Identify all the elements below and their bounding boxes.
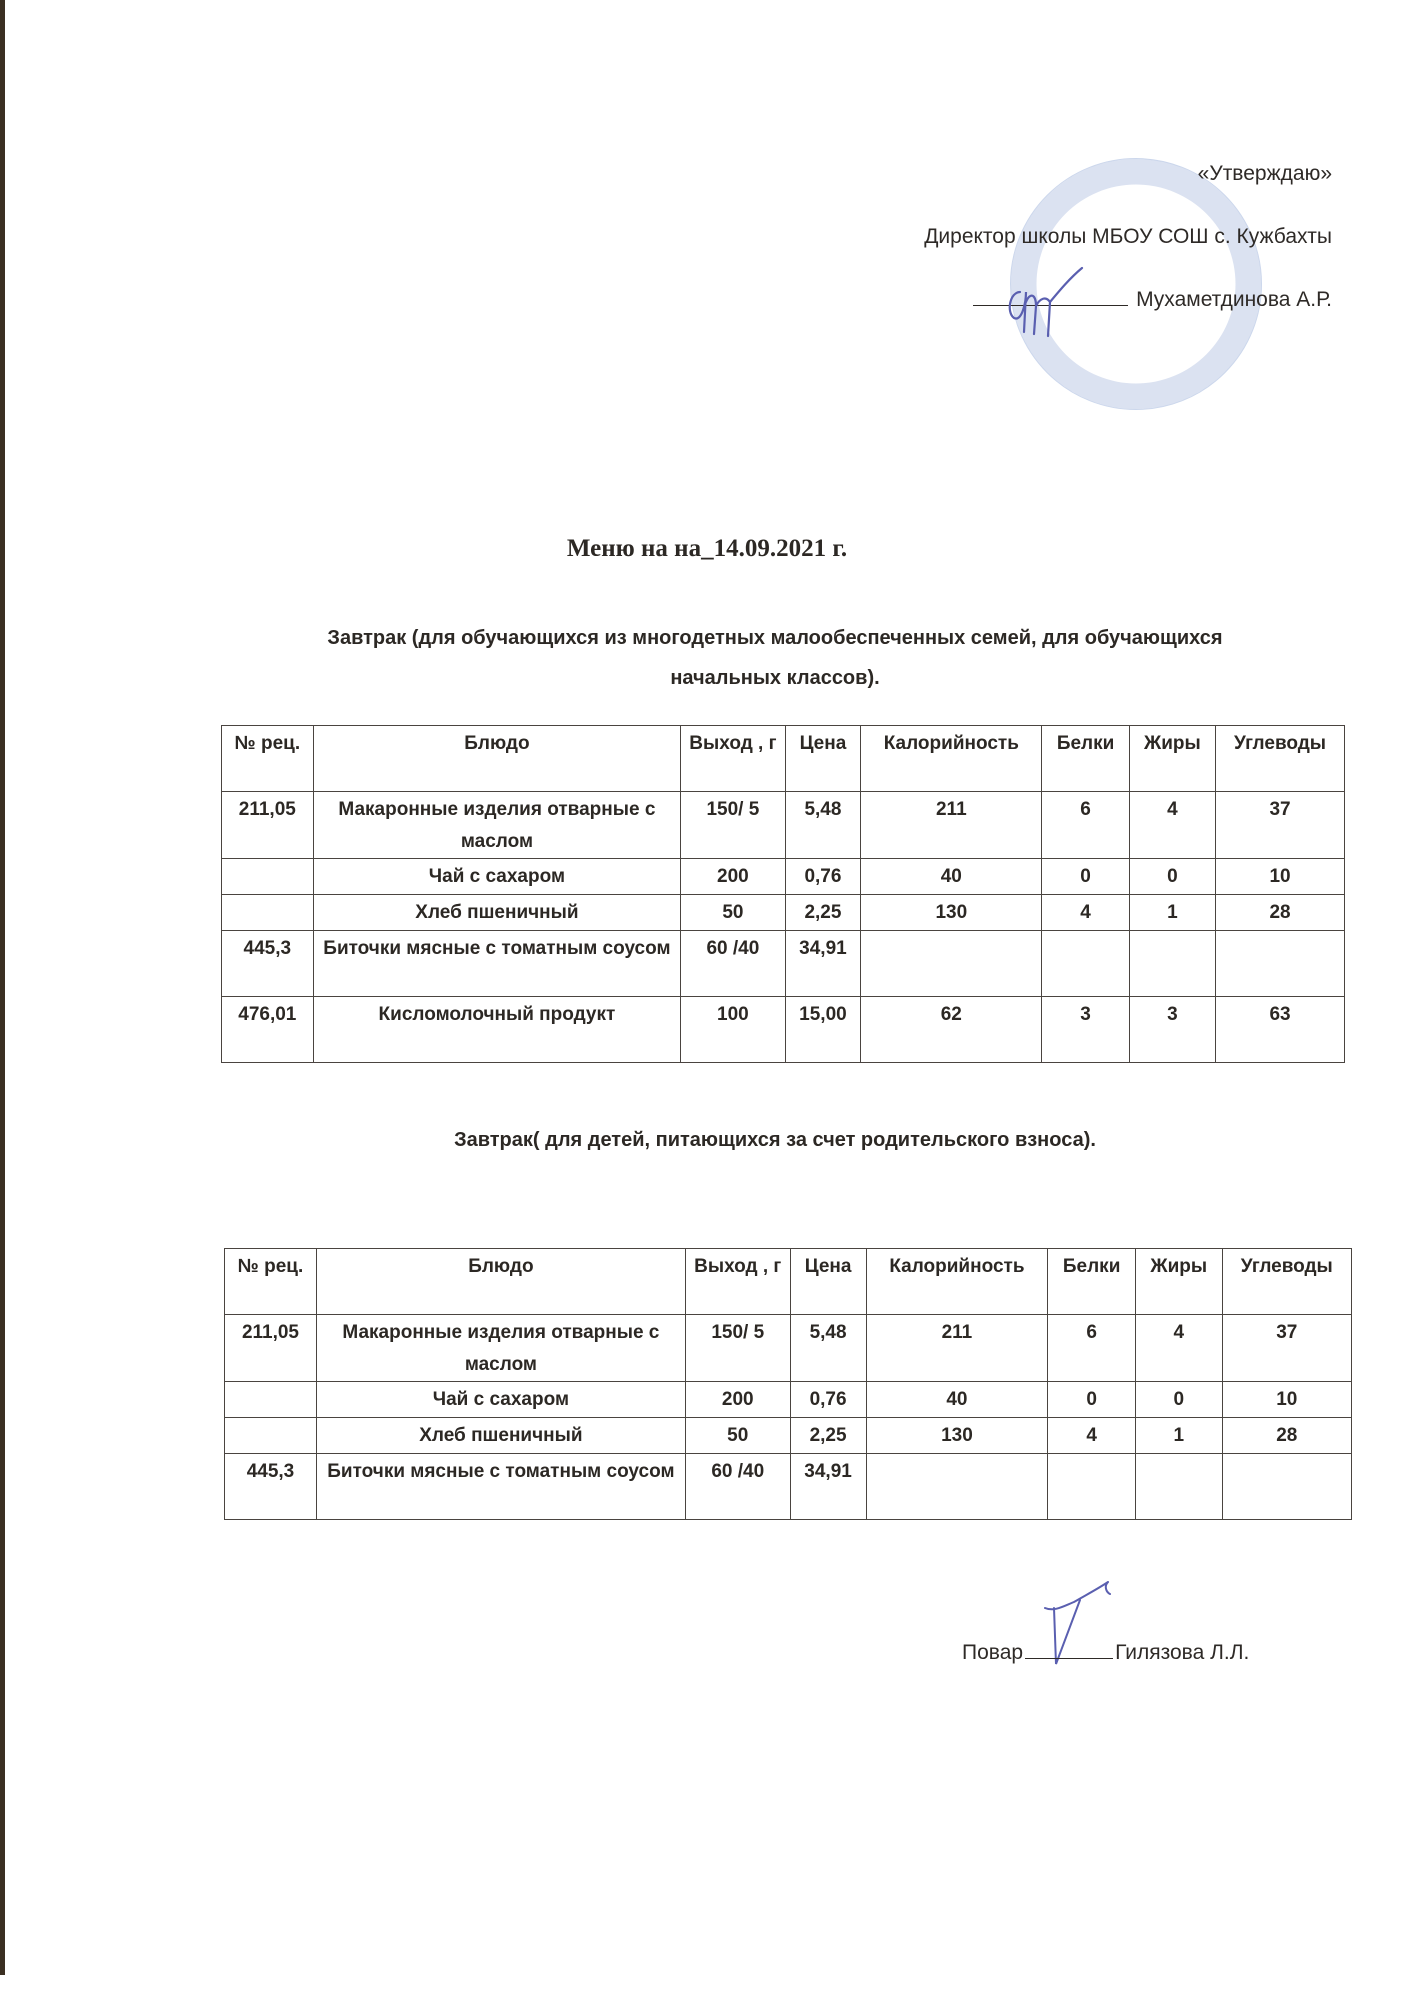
cell-calories: 40 xyxy=(861,859,1042,895)
col-header-dish: Блюдо xyxy=(316,1249,685,1315)
cell-rec: 476,01 xyxy=(222,997,314,1063)
cell-dish: Кисломолочный продукт xyxy=(313,997,681,1063)
cook-name: Гилязова Л.Л. xyxy=(1115,1641,1250,1664)
cell-dish: Макаронные изделия отварные с маслом xyxy=(316,1315,685,1382)
approve-label: «Утверждаю» xyxy=(1197,162,1332,185)
cell-proteins: 6 xyxy=(1042,792,1129,859)
cell-rec xyxy=(225,1382,317,1418)
signature-blank xyxy=(1025,1640,1113,1659)
cell-carbs: 10 xyxy=(1216,859,1345,895)
cell-carbs xyxy=(1216,931,1345,997)
table-row xyxy=(222,895,1345,931)
cell-dish: Хлеб пшеничный xyxy=(313,895,681,931)
cell-price: 5,48 xyxy=(790,1315,866,1382)
cell-price: 34,91 xyxy=(790,1454,866,1520)
table-row xyxy=(222,931,1345,997)
cell-fats: 1 xyxy=(1135,1418,1222,1454)
cell-dish: Биточки мясные с томатным соусом xyxy=(316,1454,685,1520)
col-header-fats: Жиры xyxy=(1135,1249,1222,1315)
table-row xyxy=(222,997,1345,1063)
cell-price: 34,91 xyxy=(785,931,861,997)
cell-output: 60 /40 xyxy=(685,1454,790,1520)
cell-carbs xyxy=(1222,1454,1351,1520)
cell-calories: 62 xyxy=(861,997,1042,1063)
cell-price: 0,76 xyxy=(785,859,861,895)
cell-price: 2,25 xyxy=(790,1418,866,1454)
cell-proteins xyxy=(1042,931,1129,997)
cell-price: 2,25 xyxy=(785,895,861,931)
col-header-output: Выход , г xyxy=(681,726,785,792)
cell-dish: Хлеб пшеничный xyxy=(316,1418,685,1454)
director-signature-icon xyxy=(1000,262,1090,342)
cell-fats: 0 xyxy=(1135,1382,1222,1418)
section1-heading-line1: Завтрак (для обучающихся из многодетных малообеспеченных семей, для обучающихся xyxy=(327,627,1223,649)
cell-proteins: 4 xyxy=(1048,1418,1136,1454)
cell-rec xyxy=(222,859,314,895)
cell-rec: 445,3 xyxy=(222,931,314,997)
col-header-proteins: Белки xyxy=(1048,1249,1136,1315)
page-title: Меню на на_14.09.2021 г. xyxy=(566,535,848,562)
table-row xyxy=(225,1382,1352,1418)
cook-signature-line xyxy=(962,1640,1249,1665)
col-header-proteins: Белки xyxy=(1042,726,1129,792)
cell-price: 15,00 xyxy=(785,997,861,1063)
cell-fats: 4 xyxy=(1135,1315,1222,1382)
col-header-rec: № рец. xyxy=(225,1249,317,1315)
cell-proteins: 0 xyxy=(1048,1382,1136,1418)
section1-heading-line2: начальных классов). xyxy=(670,667,880,689)
cell-output: 100 xyxy=(681,997,785,1063)
col-header-calories: Калорийность xyxy=(866,1249,1048,1315)
cell-fats xyxy=(1135,1454,1222,1520)
director-name: Мухаметдинова А.Р. xyxy=(1136,288,1332,311)
cell-output: 200 xyxy=(681,859,785,895)
cell-calories: 130 xyxy=(866,1418,1048,1454)
cell-rec: 445,3 xyxy=(225,1454,317,1520)
cell-carbs: 28 xyxy=(1216,895,1345,931)
cell-calories: 211 xyxy=(861,792,1042,859)
cell-proteins: 6 xyxy=(1048,1315,1136,1382)
menu-table-1 xyxy=(221,725,1345,1063)
cell-output: 150/ 5 xyxy=(681,792,785,859)
cell-dish: Макаронные изделия отварные с маслом xyxy=(313,792,681,859)
cell-output: 200 xyxy=(685,1382,790,1418)
cell-output: 50 xyxy=(685,1418,790,1454)
col-header-dish: Блюдо xyxy=(313,726,681,792)
cell-dish: Биточки мясные с томатным соусом xyxy=(313,931,681,997)
col-header-fats: Жиры xyxy=(1129,726,1215,792)
director-title: Директор школы МБОУ СОШ с. Кужбахты xyxy=(924,225,1332,248)
cell-price: 0,76 xyxy=(790,1382,866,1418)
cell-rec xyxy=(222,895,314,931)
cell-carbs: 37 xyxy=(1222,1315,1351,1382)
cell-dish: Чай с сахаром xyxy=(313,859,681,895)
cell-calories: 40 xyxy=(866,1382,1048,1418)
cell-price: 5,48 xyxy=(785,792,861,859)
cell-proteins: 4 xyxy=(1042,895,1129,931)
section2-heading: Завтрак( для детей, питающихся за счет родительского взноса). xyxy=(454,1129,1096,1151)
cell-fats: 1 xyxy=(1129,895,1215,931)
table-header-row xyxy=(225,1249,1352,1315)
table-header-row xyxy=(222,726,1345,792)
col-header-price: Цена xyxy=(790,1249,866,1315)
table-row xyxy=(222,859,1345,895)
cell-output: 150/ 5 xyxy=(685,1315,790,1382)
cell-carbs: 10 xyxy=(1222,1382,1351,1418)
cell-output: 50 xyxy=(681,895,785,931)
cell-proteins: 0 xyxy=(1042,859,1129,895)
table-row xyxy=(225,1454,1352,1520)
cell-calories: 211 xyxy=(866,1315,1048,1382)
cell-carbs: 37 xyxy=(1216,792,1345,859)
menu-table-2 xyxy=(224,1248,1352,1520)
cell-rec: 211,05 xyxy=(222,792,314,859)
col-header-carbs: Углеводы xyxy=(1216,726,1345,792)
cell-proteins: 3 xyxy=(1042,997,1129,1063)
section1-heading xyxy=(250,618,1300,698)
cell-carbs: 28 xyxy=(1222,1418,1351,1454)
cell-rec: 211,05 xyxy=(225,1315,317,1382)
table-row xyxy=(222,792,1345,859)
col-header-carbs: Углеводы xyxy=(1222,1249,1351,1315)
cell-fats: 0 xyxy=(1129,859,1215,895)
col-header-output: Выход , г xyxy=(685,1249,790,1315)
table-row xyxy=(225,1418,1352,1454)
cell-rec xyxy=(225,1418,317,1454)
cell-carbs: 63 xyxy=(1216,997,1345,1063)
cell-fats: 3 xyxy=(1129,997,1215,1063)
cell-fats xyxy=(1129,931,1215,997)
cell-calories xyxy=(861,931,1042,997)
col-header-price: Цена xyxy=(785,726,861,792)
cell-output: 60 /40 xyxy=(681,931,785,997)
cell-dish: Чай с сахаром xyxy=(316,1382,685,1418)
cell-fats: 4 xyxy=(1129,792,1215,859)
scan-edge xyxy=(0,0,5,1975)
table-row xyxy=(225,1315,1352,1382)
cook-label: Повар xyxy=(962,1641,1024,1664)
cell-calories xyxy=(866,1454,1048,1520)
cell-proteins xyxy=(1048,1454,1136,1520)
col-header-calories: Калорийность xyxy=(861,726,1042,792)
col-header-rec: № рец. xyxy=(222,726,314,792)
cell-calories: 130 xyxy=(861,895,1042,931)
